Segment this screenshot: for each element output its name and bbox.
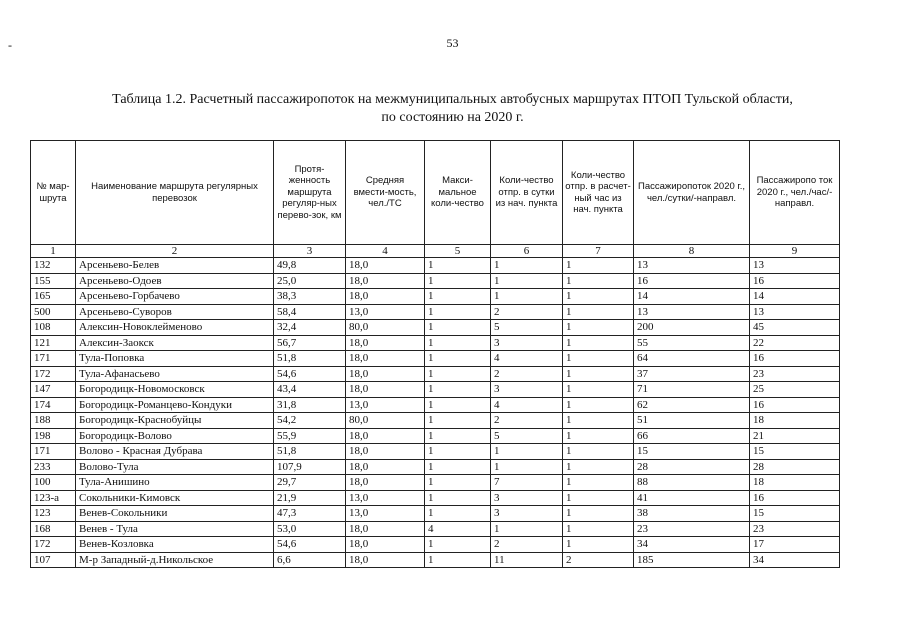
cell-flow-per-day: 37 <box>634 366 750 382</box>
page-number: 53 <box>446 36 459 50</box>
cell-route-name: Богородицк-Романцево-Кондуки <box>76 397 274 413</box>
cell-route-number: 174 <box>31 397 76 413</box>
cell-route-name: Богородицк-Краснобуйцы <box>76 413 274 429</box>
column-number: 8 <box>634 245 750 258</box>
cell-avg-capacity: 18,0 <box>346 428 425 444</box>
cell-flow-per-day: 88 <box>634 475 750 491</box>
cell-route-length: 53,0 <box>274 521 346 537</box>
cell-avg-capacity: 13,0 <box>346 490 425 506</box>
header-route-length: Протя-женность маршрута регуляр-ных перево-зок, км <box>274 141 346 245</box>
cell-departures-per-day: 1 <box>491 521 563 537</box>
cell-route-length: 51,8 <box>274 444 346 460</box>
table-row <box>31 459 840 475</box>
cell-route-length: 58,4 <box>274 304 346 320</box>
cell-departures-per-hour: 1 <box>563 335 634 351</box>
cell-max-count: 1 <box>425 289 491 305</box>
cell-departures-per-hour: 1 <box>563 506 634 522</box>
cell-route-name: Арсеньево-Одоев <box>76 273 274 289</box>
cell-route-name: Венев - Тула <box>76 521 274 537</box>
cell-departures-per-hour: 1 <box>563 413 634 429</box>
cell-departures-per-day: 2 <box>491 366 563 382</box>
cell-route-name: Тула-Анишино <box>76 475 274 491</box>
cell-route-name: Алексин-Новоклейменово <box>76 320 274 336</box>
header-route-name: Наименование маршрута регулярных перевозок <box>76 141 274 245</box>
column-number-row <box>31 245 840 258</box>
cell-departures-per-day: 5 <box>491 320 563 336</box>
cell-route-number: 100 <box>31 475 76 491</box>
cell-route-length: 29,7 <box>274 475 346 491</box>
routes-table <box>30 140 840 568</box>
cell-max-count: 1 <box>425 258 491 274</box>
table-row <box>31 366 840 382</box>
column-number: 1 <box>31 245 76 258</box>
cell-avg-capacity: 13,0 <box>346 506 425 522</box>
cell-route-number: 108 <box>31 320 76 336</box>
table-row <box>31 273 840 289</box>
cell-flow-per-hour: 13 <box>750 304 840 320</box>
cell-max-count: 1 <box>425 552 491 568</box>
column-number: 5 <box>425 245 491 258</box>
cell-route-length: 51,8 <box>274 351 346 367</box>
cell-route-number: 172 <box>31 537 76 553</box>
margin-dash-mark: - <box>8 38 12 52</box>
cell-route-length: 54,6 <box>274 366 346 382</box>
cell-max-count: 1 <box>425 537 491 553</box>
cell-route-name: Волово-Тула <box>76 459 274 475</box>
cell-flow-per-day: 34 <box>634 537 750 553</box>
cell-flow-per-hour: 23 <box>750 366 840 382</box>
cell-avg-capacity: 80,0 <box>346 320 425 336</box>
cell-flow-per-day: 13 <box>634 304 750 320</box>
table-row <box>31 320 840 336</box>
cell-route-name: Богородицк-Волово <box>76 428 274 444</box>
cell-avg-capacity: 18,0 <box>346 475 425 491</box>
cell-flow-per-day: 185 <box>634 552 750 568</box>
table-row <box>31 304 840 320</box>
cell-max-count: 1 <box>425 506 491 522</box>
cell-avg-capacity: 18,0 <box>346 366 425 382</box>
cell-max-count: 1 <box>425 490 491 506</box>
table-caption-line-2: по состоянию на 2020 г. <box>381 110 524 125</box>
cell-avg-capacity: 13,0 <box>346 397 425 413</box>
cell-avg-capacity: 80,0 <box>346 413 425 429</box>
cell-departures-per-day: 1 <box>491 444 563 460</box>
cell-flow-per-day: 64 <box>634 351 750 367</box>
table-row <box>31 351 840 367</box>
cell-route-number: 165 <box>31 289 76 305</box>
cell-max-count: 1 <box>425 304 491 320</box>
cell-departures-per-day: 3 <box>491 335 563 351</box>
header-departures-per-day: Коли-чество отпр. в сутки из нач. пункта <box>491 141 563 245</box>
cell-max-count: 1 <box>425 444 491 460</box>
cell-flow-per-hour: 16 <box>750 273 840 289</box>
cell-departures-per-hour: 1 <box>563 258 634 274</box>
cell-route-name: Арсеньево-Суворов <box>76 304 274 320</box>
cell-avg-capacity: 18,0 <box>346 335 425 351</box>
cell-max-count: 1 <box>425 428 491 444</box>
table-row <box>31 521 840 537</box>
cell-max-count: 1 <box>425 351 491 367</box>
cell-flow-per-day: 28 <box>634 459 750 475</box>
cell-route-number: 123 <box>31 506 76 522</box>
cell-route-name: М-р Западный-д.Никольское <box>76 552 274 568</box>
cell-avg-capacity: 18,0 <box>346 537 425 553</box>
cell-departures-per-hour: 1 <box>563 382 634 398</box>
cell-departures-per-day: 3 <box>491 506 563 522</box>
cell-route-length: 56,7 <box>274 335 346 351</box>
cell-flow-per-day: 62 <box>634 397 750 413</box>
cell-flow-per-day: 14 <box>634 289 750 305</box>
cell-departures-per-hour: 1 <box>563 320 634 336</box>
cell-departures-per-day: 1 <box>491 459 563 475</box>
cell-flow-per-hour: 16 <box>750 490 840 506</box>
cell-route-number: 188 <box>31 413 76 429</box>
cell-route-length: 31,8 <box>274 397 346 413</box>
cell-flow-per-hour: 25 <box>750 382 840 398</box>
table-row <box>31 490 840 506</box>
cell-departures-per-hour: 1 <box>563 459 634 475</box>
cell-route-name: Тула-Афанасьево <box>76 366 274 382</box>
cell-max-count: 1 <box>425 273 491 289</box>
cell-flow-per-hour: 34 <box>750 552 840 568</box>
cell-route-name: Венев-Сокольники <box>76 506 274 522</box>
routes-table-body <box>31 258 840 568</box>
cell-flow-per-day: 71 <box>634 382 750 398</box>
header-route-number: № мар-шрута <box>31 141 76 245</box>
cell-max-count: 1 <box>425 413 491 429</box>
cell-departures-per-hour: 1 <box>563 289 634 305</box>
cell-avg-capacity: 18,0 <box>346 444 425 460</box>
cell-flow-per-hour: 21 <box>750 428 840 444</box>
cell-route-number: 171 <box>31 351 76 367</box>
table-row <box>31 413 840 429</box>
table-header-row <box>31 141 840 245</box>
cell-route-length: 6,6 <box>274 552 346 568</box>
cell-departures-per-hour: 1 <box>563 428 634 444</box>
cell-max-count: 1 <box>425 475 491 491</box>
header-avg-capacity: Средняя вмести-мость, чел./ТС <box>346 141 425 245</box>
cell-departures-per-hour: 1 <box>563 366 634 382</box>
cell-departures-per-day: 2 <box>491 304 563 320</box>
cell-departures-per-hour: 1 <box>563 351 634 367</box>
table-row <box>31 335 840 351</box>
cell-route-length: 55,9 <box>274 428 346 444</box>
cell-departures-per-day: 11 <box>491 552 563 568</box>
table-row <box>31 397 840 413</box>
cell-route-name: Богородицк-Новомосковск <box>76 382 274 398</box>
cell-flow-per-day: 66 <box>634 428 750 444</box>
cell-flow-per-day: 13 <box>634 258 750 274</box>
cell-flow-per-hour: 14 <box>750 289 840 305</box>
cell-flow-per-day: 38 <box>634 506 750 522</box>
column-number: 6 <box>491 245 563 258</box>
cell-route-name: Венев-Козловка <box>76 537 274 553</box>
cell-flow-per-hour: 45 <box>750 320 840 336</box>
cell-route-length: 21,9 <box>274 490 346 506</box>
cell-flow-per-hour: 22 <box>750 335 840 351</box>
cell-departures-per-day: 1 <box>491 273 563 289</box>
cell-flow-per-hour: 28 <box>750 459 840 475</box>
cell-route-number: 168 <box>31 521 76 537</box>
cell-flow-per-day: 41 <box>634 490 750 506</box>
column-number: 3 <box>274 245 346 258</box>
table-row <box>31 258 840 274</box>
cell-departures-per-day: 1 <box>491 289 563 305</box>
cell-route-name: Арсеньево-Горбачево <box>76 289 274 305</box>
cell-departures-per-hour: 1 <box>563 521 634 537</box>
cell-avg-capacity: 18,0 <box>346 459 425 475</box>
cell-departures-per-day: 4 <box>491 397 563 413</box>
cell-departures-per-day: 2 <box>491 413 563 429</box>
cell-flow-per-day: 16 <box>634 273 750 289</box>
cell-avg-capacity: 18,0 <box>346 552 425 568</box>
cell-departures-per-day: 4 <box>491 351 563 367</box>
column-number: 4 <box>346 245 425 258</box>
cell-route-length: 49,8 <box>274 258 346 274</box>
cell-flow-per-hour: 18 <box>750 475 840 491</box>
table-row <box>31 506 840 522</box>
cell-route-number: 147 <box>31 382 76 398</box>
cell-avg-capacity: 18,0 <box>346 289 425 305</box>
column-number: 2 <box>76 245 274 258</box>
cell-route-name: Тула-Поповка <box>76 351 274 367</box>
cell-flow-per-hour: 17 <box>750 537 840 553</box>
cell-route-name: Арсеньево-Белев <box>76 258 274 274</box>
cell-avg-capacity: 18,0 <box>346 351 425 367</box>
cell-departures-per-hour: 1 <box>563 537 634 553</box>
cell-route-number: 123-а <box>31 490 76 506</box>
cell-departures-per-day: 3 <box>491 490 563 506</box>
table-row <box>31 475 840 491</box>
cell-route-number: 233 <box>31 459 76 475</box>
cell-flow-per-hour: 23 <box>750 521 840 537</box>
cell-departures-per-hour: 1 <box>563 273 634 289</box>
cell-route-length: 32,4 <box>274 320 346 336</box>
table-row <box>31 289 840 305</box>
cell-route-length: 43,4 <box>274 382 346 398</box>
cell-max-count: 1 <box>425 366 491 382</box>
cell-avg-capacity: 18,0 <box>346 521 425 537</box>
cell-avg-capacity: 13,0 <box>346 304 425 320</box>
header-departures-per-hour: Коли-чество отпр. в расчет-ный час из нач. пункта <box>563 141 634 245</box>
cell-flow-per-hour: 16 <box>750 351 840 367</box>
cell-max-count: 1 <box>425 459 491 475</box>
cell-avg-capacity: 18,0 <box>346 258 425 274</box>
table-row <box>31 537 840 553</box>
table-row <box>31 552 840 568</box>
cell-route-name: Алексин-Заокск <box>76 335 274 351</box>
cell-max-count: 1 <box>425 397 491 413</box>
cell-max-count: 4 <box>425 521 491 537</box>
cell-route-number: 500 <box>31 304 76 320</box>
cell-route-length: 54,6 <box>274 537 346 553</box>
cell-flow-per-day: 55 <box>634 335 750 351</box>
cell-route-name: Волово - Красная Дубрава <box>76 444 274 460</box>
cell-departures-per-hour: 1 <box>563 444 634 460</box>
cell-flow-per-day: 15 <box>634 444 750 460</box>
header-flow-per-hour: Пассажиропо ток 2020 г., чел./час/-направл. <box>750 141 840 245</box>
cell-route-number: 121 <box>31 335 76 351</box>
cell-flow-per-hour: 18 <box>750 413 840 429</box>
table-caption <box>30 91 875 127</box>
cell-departures-per-day: 7 <box>491 475 563 491</box>
cell-max-count: 1 <box>425 382 491 398</box>
cell-avg-capacity: 18,0 <box>346 382 425 398</box>
table-row <box>31 428 840 444</box>
cell-route-name: Сокольники-Кимовск <box>76 490 274 506</box>
header-max-count: Макси-мальное коли-чество <box>425 141 491 245</box>
cell-route-length: 38,3 <box>274 289 346 305</box>
table-row <box>31 382 840 398</box>
column-number: 7 <box>563 245 634 258</box>
cell-flow-per-day: 51 <box>634 413 750 429</box>
cell-departures-per-day: 2 <box>491 537 563 553</box>
cell-flow-per-hour: 15 <box>750 506 840 522</box>
cell-flow-per-day: 200 <box>634 320 750 336</box>
cell-route-length: 107,9 <box>274 459 346 475</box>
cell-route-length: 25,0 <box>274 273 346 289</box>
header-flow-per-day: Пассажиропоток 2020 г., чел./сутки/-направл. <box>634 141 750 245</box>
cell-departures-per-hour: 1 <box>563 397 634 413</box>
cell-flow-per-hour: 13 <box>750 258 840 274</box>
cell-route-number: 198 <box>31 428 76 444</box>
cell-flow-per-hour: 16 <box>750 397 840 413</box>
cell-max-count: 1 <box>425 320 491 336</box>
cell-route-number: 172 <box>31 366 76 382</box>
table-caption-line-1: Таблица 1.2. Расчетный пассажиропоток на межмуниципальных автобусных маршрутах ПТОП Тульской области, <box>112 92 793 107</box>
cell-departures-per-hour: 1 <box>563 304 634 320</box>
cell-avg-capacity: 18,0 <box>346 273 425 289</box>
column-number: 9 <box>750 245 840 258</box>
cell-departures-per-day: 5 <box>491 428 563 444</box>
cell-departures-per-day: 3 <box>491 382 563 398</box>
cell-route-length: 47,3 <box>274 506 346 522</box>
cell-route-number: 132 <box>31 258 76 274</box>
cell-route-number: 107 <box>31 552 76 568</box>
cell-flow-per-day: 23 <box>634 521 750 537</box>
cell-flow-per-hour: 15 <box>750 444 840 460</box>
cell-departures-per-hour: 1 <box>563 490 634 506</box>
cell-departures-per-hour: 1 <box>563 475 634 491</box>
cell-departures-per-day: 1 <box>491 258 563 274</box>
cell-route-number: 171 <box>31 444 76 460</box>
cell-route-number: 155 <box>31 273 76 289</box>
cell-max-count: 1 <box>425 335 491 351</box>
table-row <box>31 444 840 460</box>
cell-route-length: 54,2 <box>274 413 346 429</box>
cell-departures-per-hour: 2 <box>563 552 634 568</box>
